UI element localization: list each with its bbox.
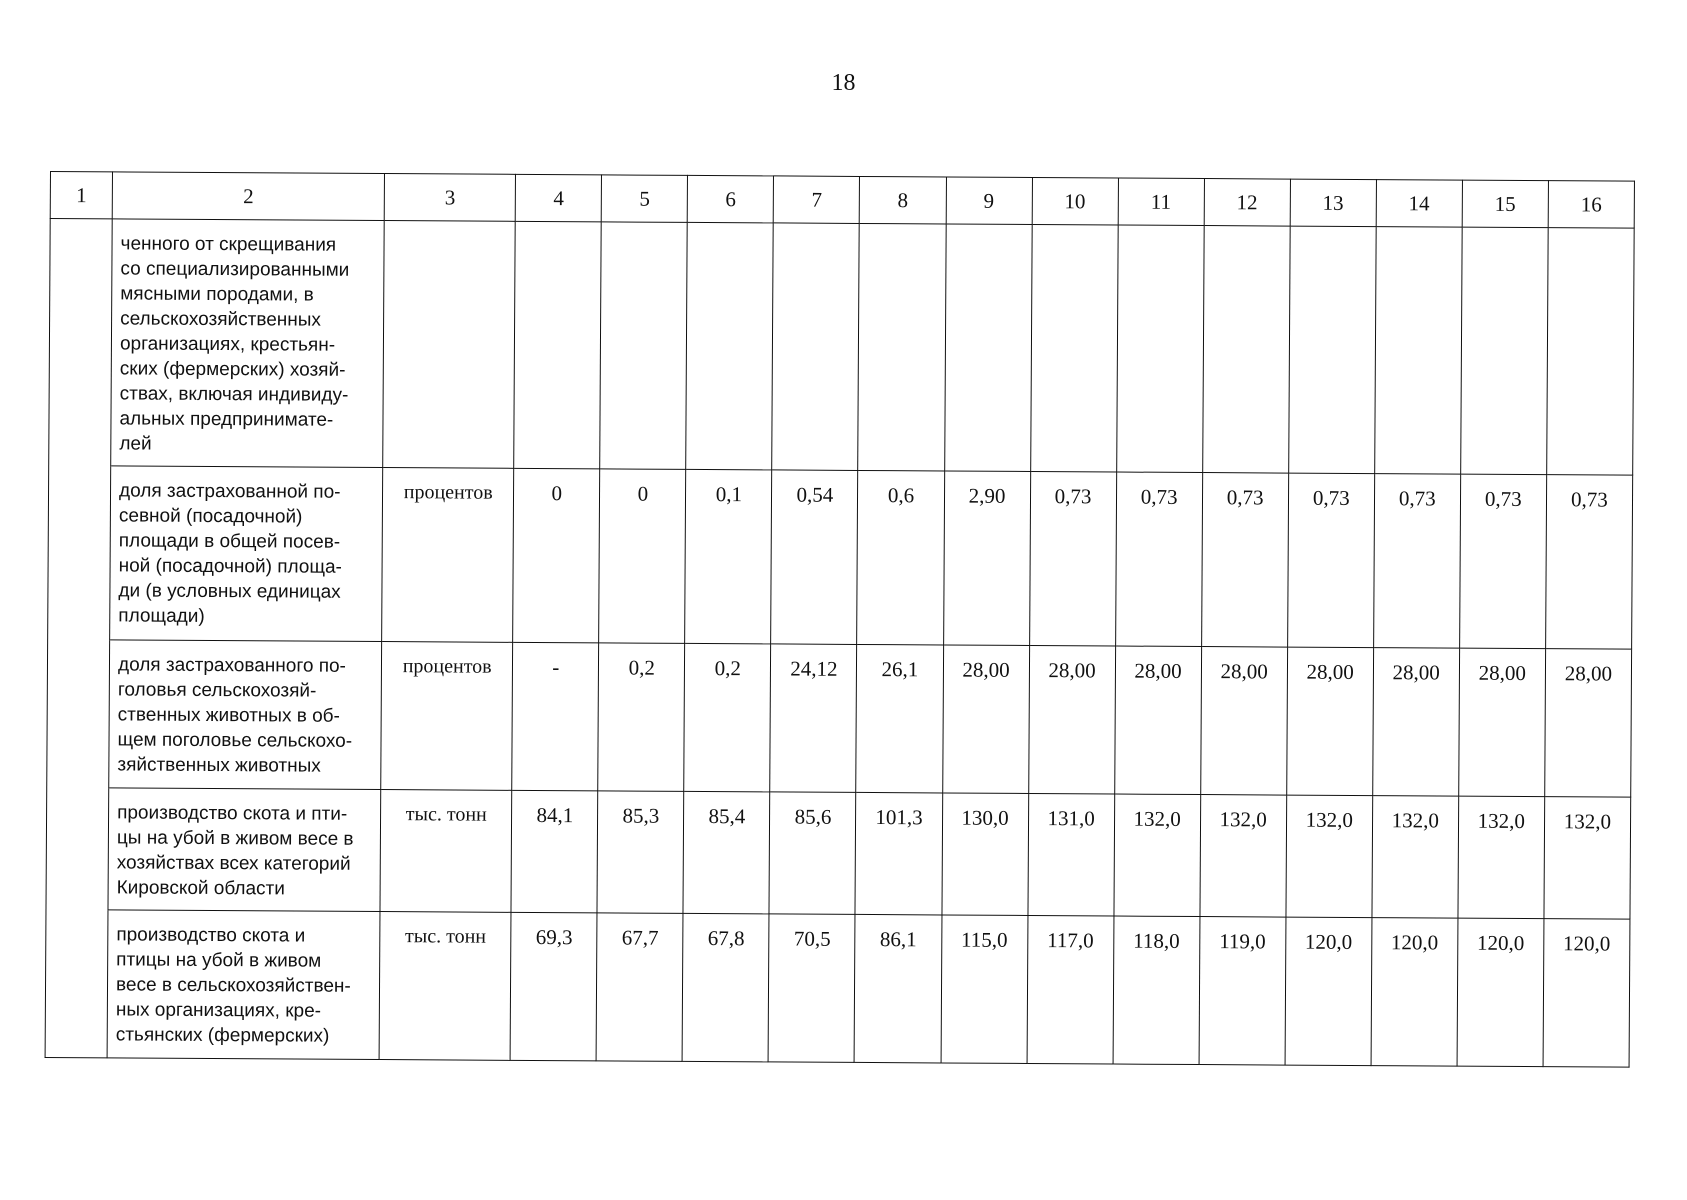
value-cell: 85,3 [597,791,684,914]
value-cell: 24,12 [770,644,857,793]
indicator-name-line: мясными породами, в [120,283,314,306]
column-header: 2 [112,172,384,221]
unit-cell: процентов [381,642,513,791]
column-header: 10 [1032,177,1118,225]
indicator-name-line: производство скота и пти- [117,802,348,825]
value-cell: 132,0 [1286,795,1373,918]
column-header: 5 [602,175,688,223]
value-cell [772,223,860,471]
column-header: 7 [774,176,860,224]
row-number-cell [49,219,113,466]
value-cell: 119,0 [1199,917,1286,1066]
column-header: 14 [1376,180,1462,228]
column-header: 11 [1118,178,1204,226]
indicator-table [45,171,1635,1068]
value-cell: 0,1 [685,469,772,644]
value-cell: 120,0 [1285,917,1372,1066]
column-header: 9 [946,177,1032,225]
value-cell [1288,226,1376,474]
indicator-name-line: хозяйствах всех категорий [116,852,351,875]
value-cell: 0,73 [1459,474,1546,649]
indicator-name-line: сельскохозяйственных [120,308,322,331]
column-header: 15 [1462,180,1548,228]
value-cell: 85,4 [683,791,770,914]
value-cell: 0,73 [1373,474,1460,649]
indicator-name-line: ченного от скрещивания [120,233,337,256]
value-cell: 115,0 [941,915,1028,1064]
indicator-name-line: альных предпринимате- [119,408,334,431]
indicator-name-line: птицы на убой в живом [116,949,322,972]
indicator-name-line: ных организациях, кре- [115,999,322,1022]
value-cell: 101,3 [855,792,942,915]
column-header: 1 [50,172,112,219]
value-cell: 0,73 [1287,473,1374,648]
indicator-name-cell [109,640,382,790]
table-row [47,639,1632,797]
unit-cell: тыс. тонн [380,790,512,913]
value-cell: 28,00 [1458,648,1545,797]
value-cell: 26,1 [856,644,943,793]
value-cell: 84,1 [511,790,598,913]
indicator-name-line: весе в сельскохозяйствен- [115,974,351,997]
value-cell: 70,5 [768,914,855,1063]
value-cell [1030,224,1118,472]
value-cell: 118,0 [1113,916,1200,1065]
unit-cell: тыс. тонн [379,912,511,1061]
value-cell: 67,8 [682,913,769,1062]
unit-cell [383,221,516,469]
value-cell: 132,0 [1372,796,1459,919]
indicator-name-line: севной (посадочной) [118,505,303,528]
value-cell: 0,2 [684,643,771,792]
value-cell: 28,00 [1028,645,1115,794]
indicator-name-line: площади) [118,605,205,627]
indicator-name-line: щем поголовье сельскохо- [117,729,353,752]
value-cell: 130,0 [941,793,1028,916]
value-cell [1460,227,1548,475]
column-header: 4 [515,174,601,222]
value-cell: 131,0 [1028,793,1115,916]
value-cell: 0,54 [771,470,858,645]
value-cell: 0,73 [1545,475,1632,650]
value-cell: 0,73 [1201,473,1288,648]
value-cell [1547,228,1635,476]
table-row [45,909,1630,1067]
value-cell: 132,0 [1458,796,1545,919]
column-header: 6 [688,175,774,223]
indicator-name-line: доля застрахованного по- [117,654,346,677]
value-cell: 132,0 [1544,797,1631,920]
column-header: 16 [1548,181,1634,229]
indicator-name-line: площади в общей посев- [118,530,341,553]
value-cell [858,223,946,471]
indicator-name-line: ствах, включая индивиду- [119,383,349,406]
row-number-cell [45,909,108,1057]
value-cell: 28,00 [1286,647,1373,796]
value-cell: 69,3 [510,912,597,1061]
row-number-cell [46,787,109,909]
indicator-name-cell [107,910,380,1060]
value-cell: 120,0 [1371,918,1458,1067]
row-number-cell [48,465,111,639]
value-cell: - [512,642,599,791]
column-header: 8 [860,176,946,224]
value-cell: 0 [513,468,600,643]
value-cell: 117,0 [1027,915,1114,1064]
table-row [46,787,1631,919]
value-cell: 120,0 [1457,918,1544,1067]
indicator-name-line: со специализированными [120,258,350,281]
value-cell: 28,00 [942,645,1029,794]
indicator-name-cell [108,788,381,912]
value-cell: 120,0 [1543,919,1630,1068]
value-cell: 132,0 [1200,795,1287,918]
value-cell: 67,7 [596,913,683,1062]
table-row [48,465,1633,649]
column-header: 12 [1204,179,1290,227]
row-number-cell [47,639,110,787]
indicator-name-line: производство скота и [116,924,306,947]
value-cell [944,224,1032,472]
value-cell: 0,6 [857,470,944,645]
column-header: 13 [1290,179,1376,227]
value-cell: 28,00 [1200,647,1287,796]
table-row [49,219,1634,476]
indicator-name-line: стьянских (фермерских) [115,1024,330,1047]
value-cell: 86,1 [855,914,942,1063]
page-number: 18 [831,70,856,96]
value-cell [600,222,688,470]
value-cell [686,222,774,470]
indicator-name-line: головья сельскохозяй- [117,679,317,702]
indicator-name-line: цы на убой в живом весе в [116,827,354,850]
indicator-name-line: ди (в условных единицах [118,580,341,603]
value-cell: 0,73 [1115,472,1202,647]
value-cell [1202,226,1290,474]
indicator-name-line: организациях, крестьян- [119,333,336,356]
value-cell: 28,00 [1545,649,1632,798]
value-cell: 85,6 [769,792,856,915]
value-cell: 0,2 [598,643,685,792]
indicator-name-cell [110,466,383,642]
indicator-name-line: ских (фермерских) хозяй- [119,358,346,381]
indicator-name-line: лей [119,433,152,455]
indicator-name-cell [111,219,385,468]
value-cell: 2,90 [943,471,1030,646]
indicator-name-line: доля застрахованной по- [119,480,341,503]
column-header: 3 [384,174,515,222]
indicator-name-line: Кировской области [116,877,285,900]
value-cell [514,221,602,469]
unit-cell: процентов [382,468,514,643]
indicator-name-line: ной (посадочной) площа- [118,555,342,578]
indicator-name-line: зяйственных животных [117,754,321,777]
value-cell: 28,00 [1114,646,1201,795]
value-cell: 0,73 [1029,471,1116,646]
value-cell [1116,225,1204,473]
value-cell: 28,00 [1372,648,1459,797]
value-cell [1374,227,1462,475]
indicator-name-line: ственных животных в об- [117,704,340,727]
value-cell: 0 [599,469,686,644]
value-cell: 132,0 [1114,794,1201,917]
